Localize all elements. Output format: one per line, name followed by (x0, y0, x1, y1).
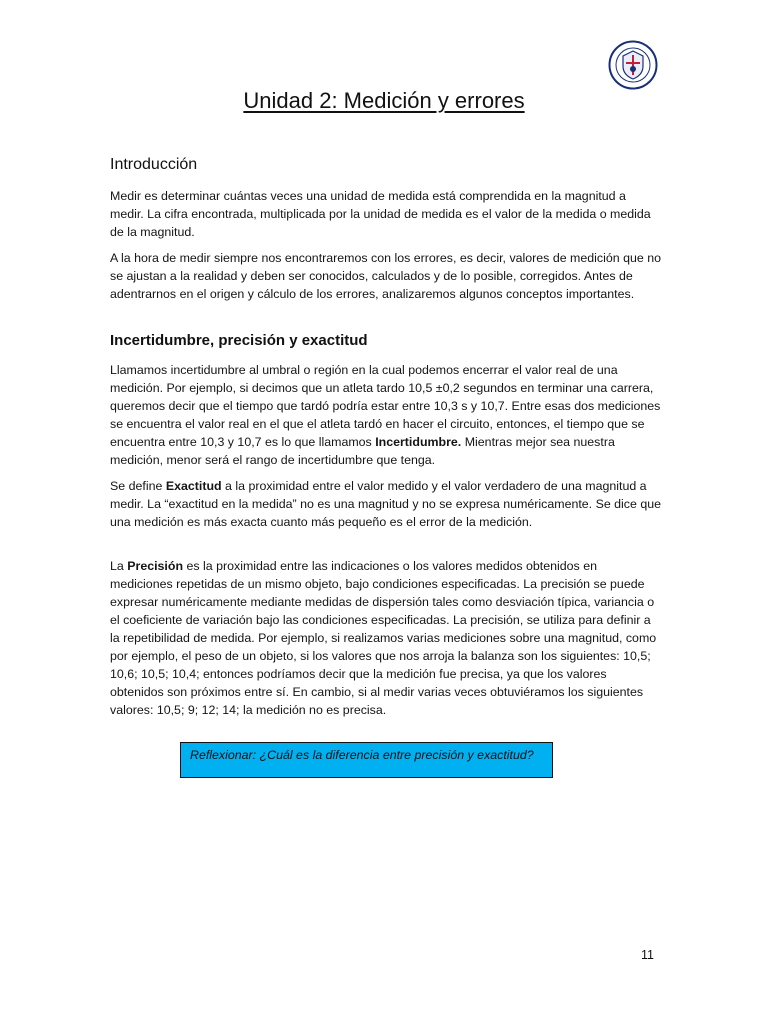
term-precision: Precisión (127, 559, 184, 573)
precision-paragraph (110, 557, 662, 719)
exactitud-paragraph (110, 477, 662, 531)
reflection-box: Reflexionar: ¿Cuál es la diferencia entre precisión y exactitud? (180, 742, 553, 778)
page-number: 11 (641, 948, 654, 962)
paragraph-text: La (110, 559, 128, 573)
incertidumbre-paragraph (110, 361, 662, 469)
page-title: Unidad 2: Medición y errores (243, 88, 525, 113)
term-incertidumbre: Incertidumbre. (375, 435, 462, 449)
section-heading-incertidumbre: Incertidumbre, precisión y exactitud (110, 332, 368, 349)
university-seal-icon (608, 40, 658, 90)
intro-paragraph-1: Medir es determinar cuántas veces una unidad de medida está comprendida en la magnitud a medir. La cifra encontrada, multiplicada por la unidad de medida es el valor de la medida o medida de la magnitud. (110, 189, 651, 239)
paragraph-text: a la proximidad entre el valor medido y el valor verdadero de una magnitud a medir. La “exactitud en la medida” no es una magnitud y no se expresa numéricamente. Se dice que una medición es más exacta cuanto más pequeño es el error de la medición. (110, 479, 662, 529)
paragraph-text: Mientras mejor sea nuestra medición, menor será el rango de incertidumbre que tenga. (110, 435, 615, 467)
paragraph-text: Se define (110, 479, 166, 493)
paragraph-text: es la proximidad entre las indicaciones o los valores medidos obtenidos en mediciones repetidas de un mismo objeto, bajo condiciones especificadas. La precisión se puede expresar numéricamente mediante medidas de dispersión tales como desviación típica, variancia o el coeficiente de variación bajo las condiciones especificadas. La precisión, se utiliza para definir a la repetibilidad de medida. Por ejemplo, si realizamos varias mediciones sobre una magnitud, como por ejemplo, el peso de un objeto, si los valores que nos arroja la balanza son los siguientes: 10,5; 10,6; 10,5; 10,4; entonces podríamos decir que la medición fue precisa, ya que los valores obtenidos son próximos entre sí. En cambio, si al medir varias veces obtuviéramos los siguientes valores: 10,5; 9; 12; 14; la medición no es precisa. (110, 559, 657, 717)
paragraph-text: Llamamos incertidumbre al umbral o región en la cual podemos encerrar el valor real de una medición. Por ejemplo, si decimos que un atleta tardo 10,5 ±0,2 segundos en terminar una carrera, queremos decir que el tiempo que tardó podría estar entre 10,3 s y 10,7. Entre esas dos mediciones se encuentra el valor real en el que el atleta tardó en hacer el circuito, entonces, el tiempo que se encuentra entre 10,3 y 10,7 es lo que llamamos (110, 363, 661, 449)
term-exactitud: Exactitud (165, 479, 222, 493)
section-heading-introduccion: Introducción (110, 156, 198, 173)
intro-paragraph-2: A la hora de medir siempre nos encontraremos con los errores, es decir, valores de medición que no se ajustan a la realidad y deben ser conocidos, calculados y de lo posible, corregidos. Antes de adentrarnos en el origen y cálculo de los errores, analizaremos algunos conceptos importantes. (110, 251, 661, 301)
